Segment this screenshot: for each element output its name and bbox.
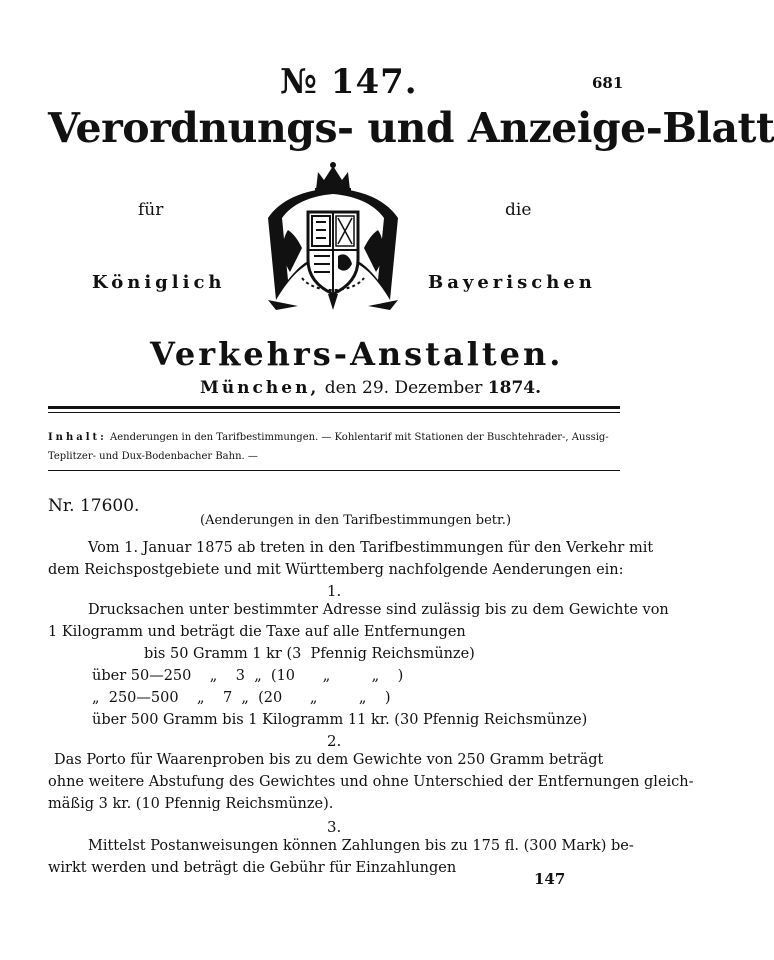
divider-thin [48, 412, 620, 413]
footer-sheet-number: 147 [534, 870, 566, 888]
subtitle: Verkehrs-Anstalten. [150, 335, 564, 373]
title-word-bayerischen: Bayerischen [428, 272, 596, 293]
section-1-number: 1. [327, 582, 342, 600]
place-city: München, [200, 378, 320, 398]
issue-number: № 147. [280, 62, 418, 102]
place-date [200, 378, 541, 398]
tariff-row-4: über 500 Gramm bis 1 Kilogramm 11 kr. (30 Pfennig Reichsmünze) [92, 712, 588, 728]
tariff-row-2: über 50—250 „ 3 „ (10 „ „ ) [92, 668, 404, 684]
title-word-fuer: für [138, 200, 164, 220]
date-year: 1874. [487, 378, 542, 398]
table-of-contents [48, 428, 620, 466]
coat-of-arms-icon [258, 160, 408, 320]
section-2-line-2: ohne weitere Abstufung des Gewichtes und ohne Unterschied der Entfernungen gleich- [48, 774, 694, 790]
intro-line-1: Vom 1. Januar 1875 ab treten in den Tarifbestimmungen für den Verkehr mit [88, 540, 654, 556]
section-3-line-2: wirkt werden und beträgt die Gebühr für Einzahlungen [48, 860, 457, 876]
tariff-row-1: bis 50 Gramm 1 kr (3 Pfennig Reichsmünze) [144, 646, 475, 662]
section-1-line-2: 1 Kilogramm und beträgt die Taxe auf alle Entfernungen [48, 624, 466, 640]
page-title: Verordnungs- und Anzeige-Blatt [48, 104, 774, 152]
page-number: 681 [592, 74, 624, 92]
section-2-line-3: mäßig 3 kr. (10 Pfennig Reichsmünze). [48, 796, 334, 812]
title-word-koeniglich: Königlich [92, 272, 226, 293]
section-1-line-1: Drucksachen unter bestimmter Adresse sind zulässig bis zu dem Gewichte von [88, 602, 669, 618]
section-3-number: 3. [327, 818, 342, 836]
divider-thick [48, 406, 620, 409]
section-3-line-1: Mittelst Postanweisungen können Zahlungen bis zu 175 fl. (300 Mark) be- [88, 838, 634, 854]
section-2-line-1: Das Porto für Waarenproben bis zu dem Gewichte von 250 Gramm beträgt [54, 752, 604, 768]
toc-label: Inhalt: [48, 432, 107, 443]
section-2-number: 2. [327, 732, 342, 750]
document-number: Nr. 17600. [48, 496, 140, 516]
toc-text: Aenderungen in den Tarifbestimmungen. — Kohlentarif mit Stationen der Buschtehrader-, Aussig-Teplitzer- und Dux-Bodenbacher Bahn. — [48, 432, 609, 462]
intro-line-2: dem Reichspostgebiete und mit Württemberg nachfolgende Aenderungen ein: [48, 562, 624, 578]
document-subject: (Aenderungen in den Tarifbestimmungen betr.) [200, 513, 512, 528]
tariff-row-3: „ 250—500 „ 7 „ (20 „ „ ) [92, 690, 391, 706]
divider-toc [48, 470, 620, 471]
title-word-die: die [505, 200, 532, 220]
date-text: den 29. Dezember [324, 378, 483, 398]
